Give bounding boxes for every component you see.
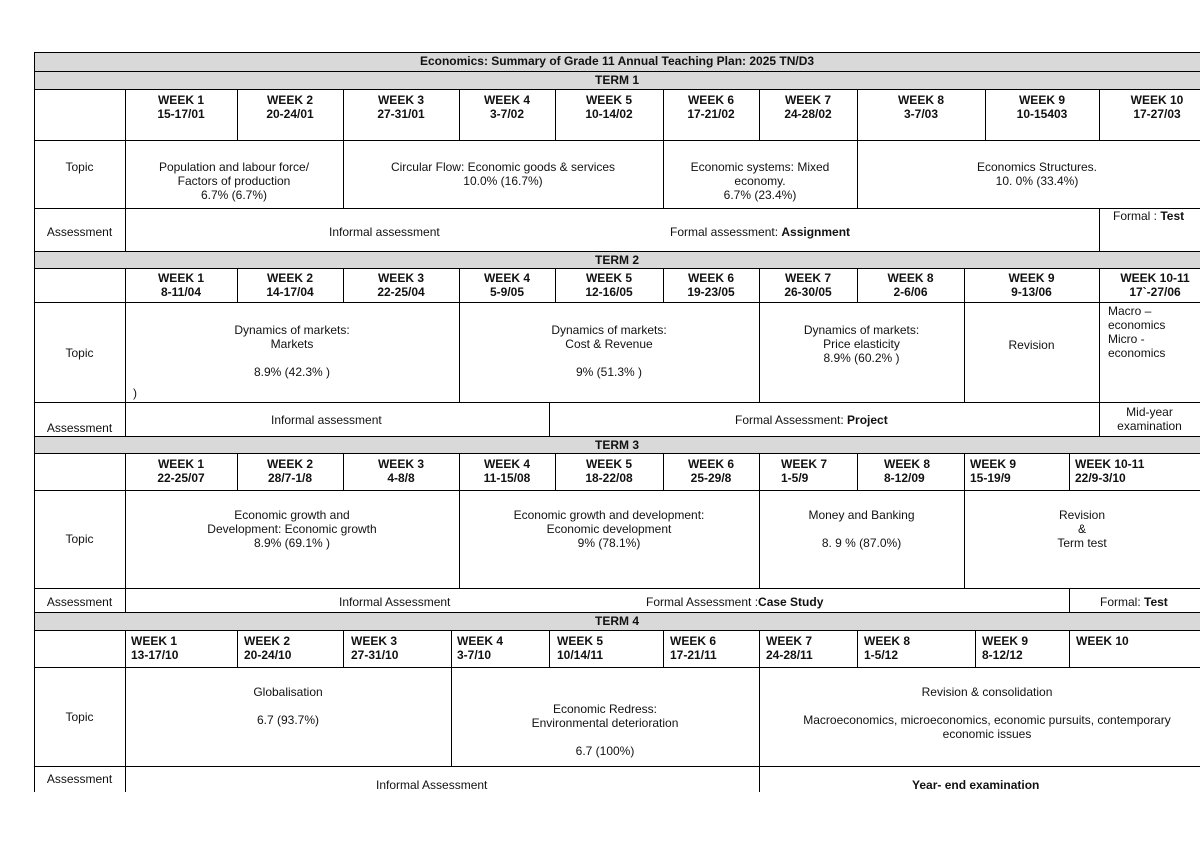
assessment-formal-test: Formal : Test [1113,209,1185,223]
row-label-assessment: Assessment [46,595,113,609]
page-title: Economics: Summary of Grade 11 Annual Teaching Plan: 2025 TN/D3 [419,54,815,68]
week-header: WEEK 2 14-17/04 [266,271,314,299]
grid-line [34,612,1200,613]
week-header: WEEK 5 10-14/02 [585,93,633,121]
topic-cell: Dynamics of markets: Cost & Revenue 9% (51.3% ) [551,323,667,379]
week-header: WEEK 8 8-12/09 [884,457,931,485]
assessment-informal: Informal Assessment [376,778,488,792]
row-label-topic: Topic [65,346,94,360]
week-header: WEEK 8 2-6/06 [887,271,934,299]
term4-heading: TERM 4 [594,614,639,628]
week-header: WEEK 2 28/7-1/8 [266,457,313,485]
grid-line [34,140,1200,141]
week-header: WEEK 9 15-19/9 [970,457,1017,485]
grid-line [34,52,1200,53]
week-header: WEEK 6 19-23/05 [687,271,735,299]
week-header: WEEK 4 3-7/10 [457,634,504,662]
assessment-formal: Formal Assessment: Project [735,413,888,427]
topic-cell: Population and labour force/ Factors of production 6.7% (6.7%) [158,160,310,202]
term3-heading: TERM 3 [594,438,639,452]
assessment-formal: Formal assessment: Assignment [670,225,851,239]
week-header: WEEK 3 27-31/01 [377,93,425,121]
grid-line [34,302,1200,303]
week-header: WEEK 6 17-21/11 [670,634,717,662]
week-header: WEEK 4 3-7/02 [483,93,530,121]
assessment-year-end-exam: Year- end examination [912,778,1040,792]
assessment-midyear: Mid-year examination [1117,405,1182,433]
grid-line [34,667,1200,668]
week-header: WEEK 6 25-29/8 [687,457,734,485]
week-header: WEEK 1 8-11/04 [157,271,204,299]
week-header: WEEK 3 4-8/8 [377,457,424,485]
week-header: WEEK 4 11-15/08 [483,457,531,485]
week-header: WEEK 7 24-28/02 [784,93,832,121]
row-label-assessment: Assessment [46,225,113,239]
week-header: WEEK 1 22-25/07 [157,457,205,485]
topic-cell: Dynamics of markets: Price elasticity 8.9% (60.2% ) [803,323,920,365]
grid-line [34,251,1200,252]
topic-cell: Revision & consolidation Macroeconomics, microeconomics, economic pursuits, contemporary economic issues [803,685,1171,741]
topic-cell: Economics Structures. 10. 0% (33.4%) [976,160,1098,188]
week-header: WEEK 6 17-21/02 [687,93,735,121]
topic-cell: Dynamics of markets: Markets 8.9% (42.3% ) [234,323,350,379]
week-header: WEEK 5 10/14/11 [557,634,604,662]
term2-heading: TERM 2 [594,253,639,267]
week-header: WEEK 8 1-5/12 [864,634,911,662]
grid-line [34,490,1200,491]
topic-cell: Revision [1008,338,1055,352]
assessment-formal: Formal Assessment :Case Study [646,595,824,609]
week-header: WEEK 2 20-24/01 [266,93,314,121]
row-label-topic: Topic [65,710,94,724]
topic-cell: Economic growth and development: Economic development 9% (78.1%) [513,508,705,550]
week-header: WEEK 10-11 22/9-3/10 [1075,457,1145,485]
week-header: WEEK 5 18-22/08 [585,457,633,485]
week-header: WEEK 4 5-9/05 [483,271,530,299]
topic-cell: Revision & Term test [1057,508,1107,550]
row-label-assessment: Assessment [46,772,113,786]
row-label-topic: Topic [65,160,94,174]
grid-line [34,208,1200,209]
week-header: WEEK 5 12-16/05 [585,271,633,299]
grid-line [34,766,1200,767]
week-header: WEEK 8 3-7/03 [897,93,944,121]
week-header: WEEK 1 15-17/01 [157,93,205,121]
topic-cell: Macro – economics Micro - economics [1108,304,1166,360]
topic-cell: Money and Banking 8. 9 % (87.0%) [808,508,915,550]
assessment-informal: Informal Assessment [339,595,451,609]
grid-line [34,71,1200,72]
topic-cell: Globalisation 6.7 (93.7%) [253,685,323,727]
assessment-informal: Informal assessment [271,413,382,427]
term1-heading: TERM 1 [594,73,639,87]
week-header: WEEK 7 1-5/9 [781,457,828,485]
week-header: WEEK 1 13-17/10 [131,634,179,662]
week-header: WEEK 3 22-25/04 [377,271,425,299]
grid-line [34,453,1200,454]
grid-line [34,630,1200,631]
topic-cell: Economic Redress: Environmental deterioration 6.7 (100%) [531,702,679,758]
row-label-topic: Topic [65,532,94,546]
grid-line [34,89,1200,90]
assessment-formal-test: Formal: Test [1100,595,1168,609]
topic-cell: Economic growth and Development: Economic growth 8.9% (69.1% ) [207,508,377,550]
topic-cell: Economic systems: Mixed economy. 6.7% (23.4%) [690,160,830,202]
week-header: WEEK 2 20-24/10 [244,634,292,662]
week-header: WEEK 7 26-30/05 [784,271,832,299]
grid-line [34,588,1200,589]
week-header: WEEK 9 10-15403 [1016,93,1068,121]
stray-text: ) [133,386,137,400]
week-header: WEEK 10 [1076,634,1129,648]
grid-line [34,402,1200,403]
week-header: WEEK 10 17-27/03 [1130,93,1184,121]
week-header: WEEK 9 8-12/12 [982,634,1029,662]
topic-cell: Circular Flow: Economic goods & services 10.0% (16.7%) [390,160,616,188]
grid-line [34,436,1200,437]
week-header: WEEK 9 9-13/06 [1008,271,1055,299]
assessment-informal: Informal assessment [329,225,440,239]
week-header: WEEK 10-11 17`-27/06 [1120,271,1190,299]
row-label-assessment: Assessment [46,421,113,435]
week-header: WEEK 3 27-31/10 [351,634,399,662]
week-header: WEEK 7 24-28/11 [766,634,813,662]
grid-line [34,268,1200,269]
